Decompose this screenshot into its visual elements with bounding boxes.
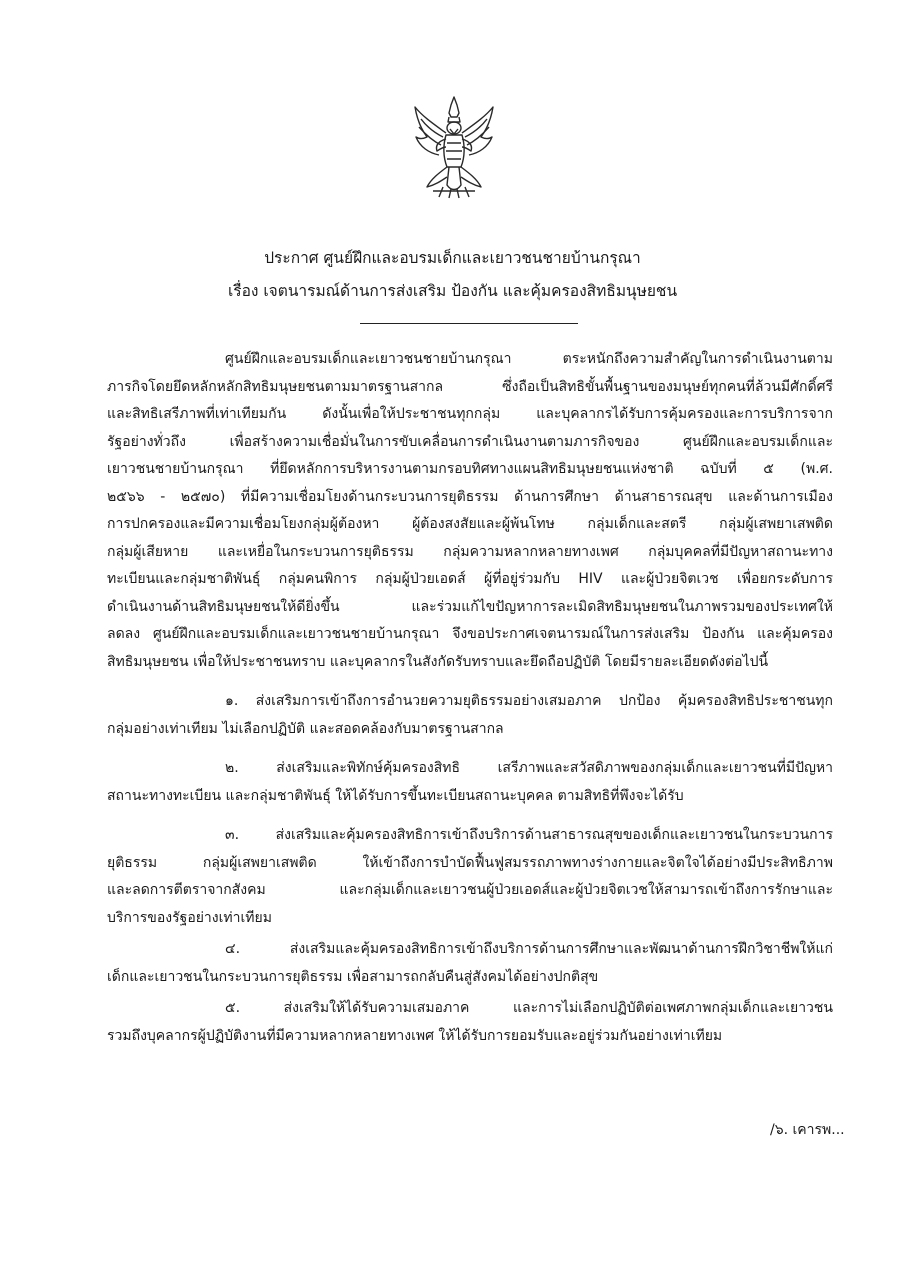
text-line: และสิทธิเสรีภาพที่เท่าเทียมกัน ดังนั้นเพื่อให้ประชาชนทุกกลุ่ม และบุคลากรได้รับการคุ้มครองและการบริการจาก xyxy=(107,406,833,422)
text-line: และลดการตีตราจากสังคม และกลุ่มเด็กและเยาวชนผู้ป่วยเอดส์และผู้ป่วยจิตเวชให้สามารถเข้าถึงการรักษาและ xyxy=(107,882,833,898)
text-line: บริการของรัฐอย่างเท่าเทียม xyxy=(107,909,272,926)
text-line: ศูนย์ฝึกและอบรมเด็กและเยาวชนชายบ้านกรุณา ตระหนักถึงความสำคัญในการดำเนินงานตาม xyxy=(225,351,833,367)
text-line: สถานะทางทะเบียน และกลุ่มชาติพันธุ์ ให้ได้รับการขึ้นทะเบียนสถานะบุคคล ตามสิทธิที่พึงจะได้รับ xyxy=(107,787,684,804)
text-line: เยาวชนชายบ้านกรุณา ที่ยึดหลักการบริหารงานตามกรอบทิศทางแผนสิทธิมนุษยชนแห่งชาติ ฉบับที่ ๕ (พ.ศ. xyxy=(107,461,833,477)
text-line: สิทธิมนุษยชน เพื่อให้ประชาชนทราบ และบุคลากรในสังกัดรับทราบและยึดถือปฏิบัติ โดยมีรายละเอียดดังต่อไปนี้ xyxy=(107,653,769,670)
text-line: ลดลง ศูนย์ฝึกและอบรมเด็กและเยาวชนชายบ้านกรุณา จึงขอประกาศเจตนารมณ์ในการส่งเสริม ป้องกัน และคุ้มครอง xyxy=(107,626,833,642)
text-line: กลุ่มผู้เสียหาย และเหยื่อในกระบวนการยุติธรรม กลุ่มความหลากหลายทางเพศ กลุ่มบุคคลที่มีปัญหาสถานะทาง xyxy=(107,543,833,560)
announcement-subject: เรื่อง เจตนารมณ์ด้านการส่งเสริม ป้องกัน และคุ้มครองสิทธิมนุษยชน xyxy=(227,282,678,300)
text-line: ๑. ส่งเสริมการเข้าถึงการอำนวยความยุติธรรมอย่างเสมอภาค ปกป้อง คุ้มครองสิทธิประชาชนทุก xyxy=(225,693,833,709)
text-line: ดำเนินงานด้านสิทธิมนุษยชนให้ดียิ่งขึ้น และร่วมแก้ไขปัญหาการละเมิดสิทธิมนุษยชนในภาพรวมของประเทศให้ xyxy=(107,598,833,615)
list-item-1 xyxy=(107,688,833,743)
text-line: ๓. ส่งเสริมและคุ้มครองสิทธิการเข้าถึงบริการด้านสาธารณสุขของเด็กและเยาวชนในกระบวนการ xyxy=(225,827,833,843)
text-line: การปกครองและมีความเชื่อมโยงกลุ่มผู้ต้องหา ผู้ต้องสงสัยและผู้พ้นโทษ กลุ่มเด็กและสตรี กลุ่มผู้เสพยาเสพติด xyxy=(107,516,833,532)
intro-paragraph xyxy=(107,346,833,676)
text-line: กลุ่มอย่างเท่าเทียม ไม่เลือกปฏิบัติ และสอดคล้องกับมาตรฐานสากล xyxy=(107,720,504,737)
text-line: ๕. ส่งเสริมให้ได้รับความเสมอภาค และการไม่เลือกปฏิบัติต่อเพศภาพกลุ่มเด็กและเยาวชน xyxy=(225,1000,833,1016)
text-line: ยุติธรรม กลุ่มผู้เสพยาเสพติด ให้เข้าถึงการบำบัดฟื้นฟูสมรรถภาพทางร่างกายและจิตใจได้อย่างมีประสิทธิภาพ xyxy=(107,854,833,871)
title-divider xyxy=(360,323,578,324)
page-continuation: /๖. เคารพ... xyxy=(770,1122,845,1138)
document-body xyxy=(107,346,833,1050)
list-item-5 xyxy=(107,995,833,1050)
announcement-title: ประกาศ ศูนย์ฝึกและอบรมเด็กและเยาวชนชายบ้านกรุณา xyxy=(264,249,641,267)
list-item-3 xyxy=(107,822,833,932)
text-line: ๔. ส่งเสริมและคุ้มครองสิทธิการเข้าถึงบริการด้านการศึกษาและพัฒนาด้านการฝึกวิชาชีพให้แก่ xyxy=(225,941,833,957)
garuda-emblem-icon xyxy=(413,95,495,200)
text-line: รวมถึงบุคลากรผู้ปฏิบัติงานที่มีความหลากหลายทางเพศ ให้ได้รับการยอมรับและอยู่ร่วมกันอย่างเท่าเทียม xyxy=(107,1027,723,1044)
text-line: รัฐอย่างทั่วถึง เพื่อสร้างความเชื่อมั่นในการขับเคลื่อนการดำเนินงานตามภารกิจของ ศูนย์ฝึกและอบรมเด็กและ xyxy=(107,433,833,450)
text-line: ๒. ส่งเสริมและพิทักษ์คุ้มครองสิทธิ เสรีภาพและสวัสดิภาพของกลุ่มเด็กและเยาวชนที่มีปัญหา xyxy=(225,760,833,776)
list-item-2 xyxy=(107,755,833,810)
text-line: เด็กและเยาวชนในกระบวนการยุติธรรม เพื่อสามารถกลับคืนสู่สังคมได้อย่างปกติสุข xyxy=(107,968,599,985)
text-line: ๒๕๖๖ - ๒๕๗๐) ที่มีความเชื่อมโยงด้านกระบวนการยุติธรรม ด้านการศึกษา ด้านสาธารณสุข และด้านการเมือง xyxy=(107,488,833,505)
list-item-4 xyxy=(107,936,833,991)
text-line: ภารกิจโดยยึดหลักหลักสิทธิมนุษยชนตามมาตรฐานสากล ซึ่งถือเป็นสิทธิขั้นพื้นฐานของมนุษย์ทุกคนที่ล้วนมีศักดิ์ศรี xyxy=(107,378,833,395)
text-line: ทะเบียนและกลุ่มชาติพันธุ์ กลุ่มคนพิการ กลุ่มผู้ป่วยเอดส์ ผู้ที่อยู่ร่วมกับ HIV และผู้ป่วยจิตเวช เพื่อยกระดับการ xyxy=(107,571,833,587)
